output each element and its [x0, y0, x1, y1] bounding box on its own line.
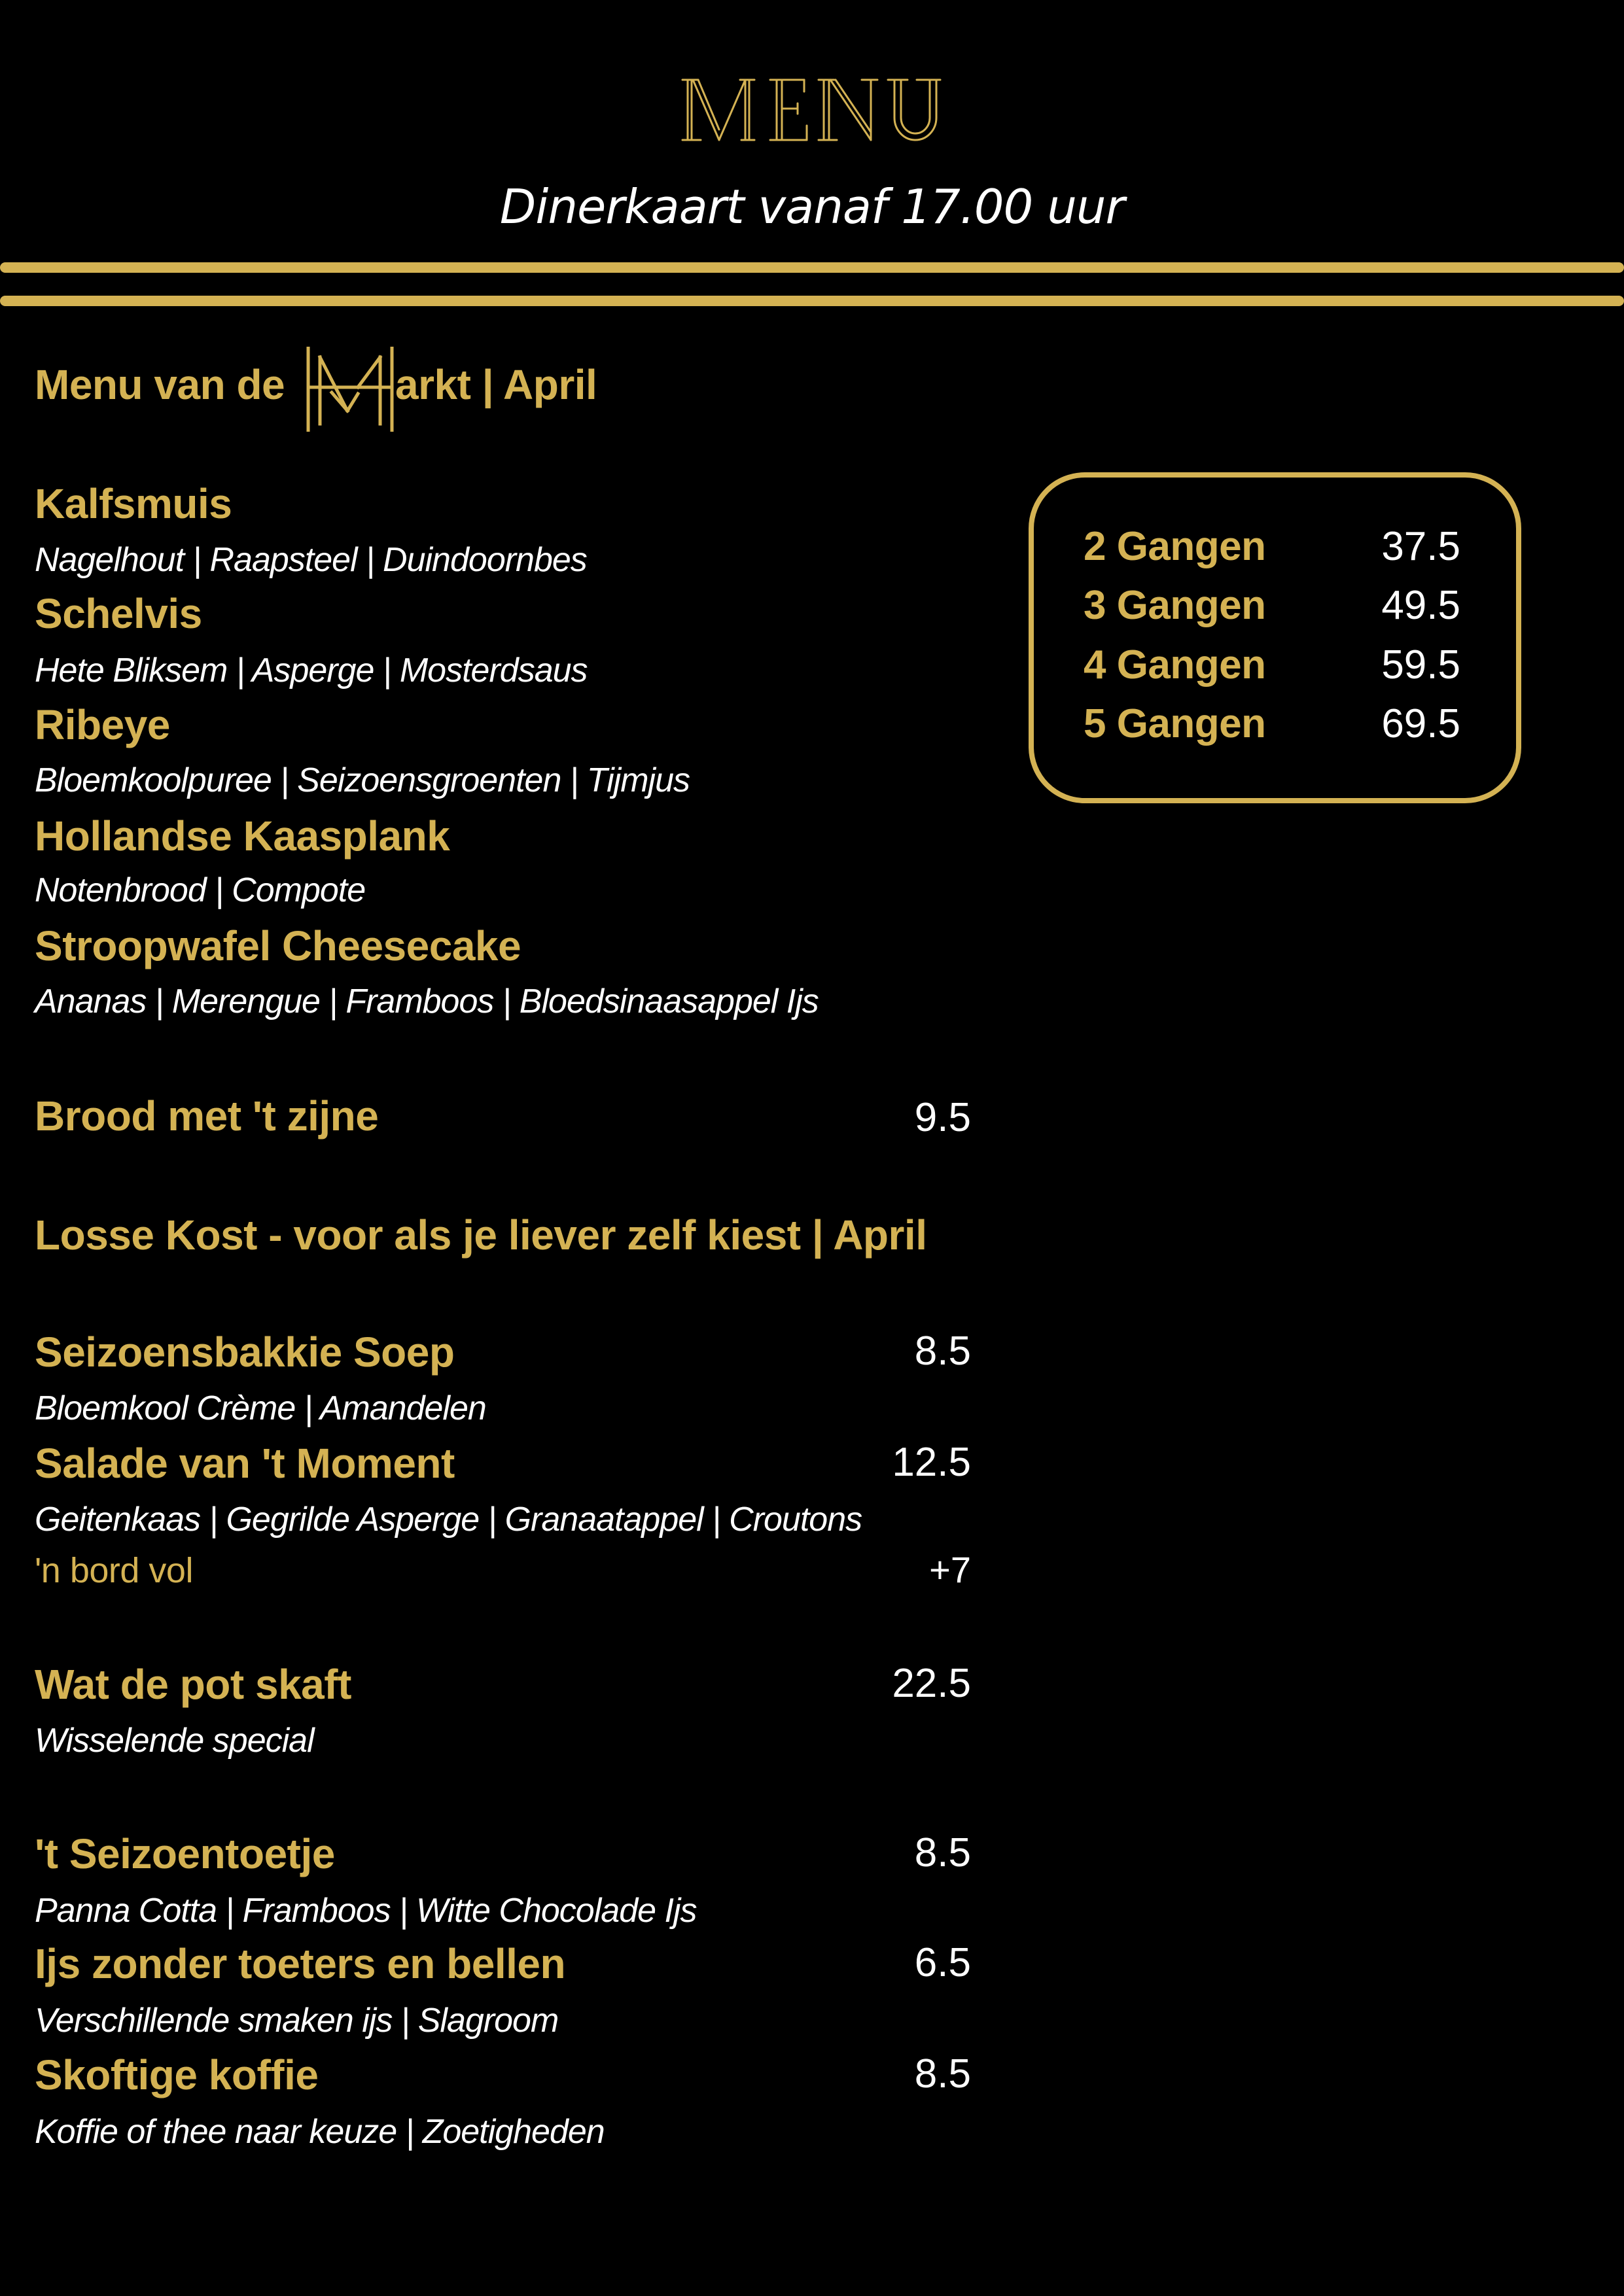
dish-extra-price: +7: [929, 1549, 971, 1590]
course-name: Kalfsmuis: [35, 480, 232, 527]
bread-name: Brood met 't zijne: [35, 1092, 379, 1139]
course-name: Stroopwafel Cheesecake: [35, 922, 521, 969]
pricing-label: 5 Gangen: [1084, 701, 1266, 746]
dish-name: Wat de pot skaft: [35, 1661, 351, 1708]
divider-line-top: [0, 262, 1624, 273]
a-la-carte-heading: Losse Kost - voor als je liever zelf kiest | April: [35, 1211, 927, 1259]
dish-description: Geitenkaas | Gegrilde Asperge | Granaatappel | Croutons: [35, 1501, 862, 1539]
pricing-label: 3 Gangen: [1084, 583, 1266, 628]
dish-description: Panna Cotta | Framboos | Witte Chocolade Ijs: [35, 1892, 697, 1930]
dish-description: Wisselende special: [35, 1722, 314, 1760]
pricing-label: 4 Gangen: [1084, 642, 1266, 687]
dish-price: 8.5: [914, 1830, 971, 1875]
menu-subtitle: Dinerkaart vanaf 17.00 uur: [499, 179, 1125, 234]
dish-price: 12.5: [892, 1440, 971, 1485]
market-menu-heading-suffix: arkt | April: [395, 361, 597, 408]
pricing-price: 59.5: [1381, 642, 1460, 687]
pricing-price: 37.5: [1381, 524, 1460, 569]
dish-name: Ijs zonder toeters en bellen: [35, 1940, 566, 1987]
course-description: Nagelhout | Raapsteel | Duindoornbes: [35, 541, 587, 579]
dish-extra-label: 'n bord vol: [35, 1551, 193, 1590]
menu-title-lettering-icon: [681, 77, 943, 143]
course-name: Ribeye: [35, 701, 170, 748]
dish-price: 8.5: [914, 1329, 971, 1374]
dish-description: Koffie of thee naar keuze | Zoetigheden: [35, 2113, 605, 2151]
dish-name: Salade van 't Moment: [35, 1440, 455, 1487]
course-pricing-box: [1029, 472, 1521, 803]
dish-price: 8.5: [914, 2051, 971, 2096]
dish-price: 22.5: [892, 1661, 971, 1706]
course-description: Notenbrood | Compote: [35, 871, 366, 909]
course-name: Hollandse Kaasplank: [35, 812, 450, 860]
dish-description: Bloemkool Crème | Amandelen: [35, 1389, 486, 1427]
pricing-price: 69.5: [1381, 701, 1460, 746]
course-description: Bloemkoolpuree | Seizoensgroenten | Tijmjus: [35, 761, 690, 799]
bread-price: 9.5: [914, 1095, 971, 1140]
pricing-price: 49.5: [1381, 583, 1460, 628]
menu-title: [0, 77, 1624, 146]
course-description: Hete Bliksem | Asperge | Mosterdsaus: [35, 652, 588, 689]
m-monogram-icon: [306, 347, 395, 432]
divider-line-bottom: [0, 296, 1624, 306]
market-menu-heading-prefix: Menu van de: [35, 361, 285, 408]
course-description: Ananas | Merengue | Framboos | Bloedsinaasappel Ijs: [35, 983, 819, 1020]
course-name: Schelvis: [35, 590, 202, 637]
dish-name: Skoftige koffie: [35, 2051, 319, 2098]
dish-price: 6.5: [914, 1940, 971, 1985]
pricing-label: 2 Gangen: [1084, 524, 1266, 569]
dish-name: 't Seizoentoetje: [35, 1830, 335, 1877]
dish-name: Seizoensbakkie Soep: [35, 1329, 455, 1376]
dish-description: Verschillende smaken ijs | Slagroom: [35, 2002, 559, 2040]
